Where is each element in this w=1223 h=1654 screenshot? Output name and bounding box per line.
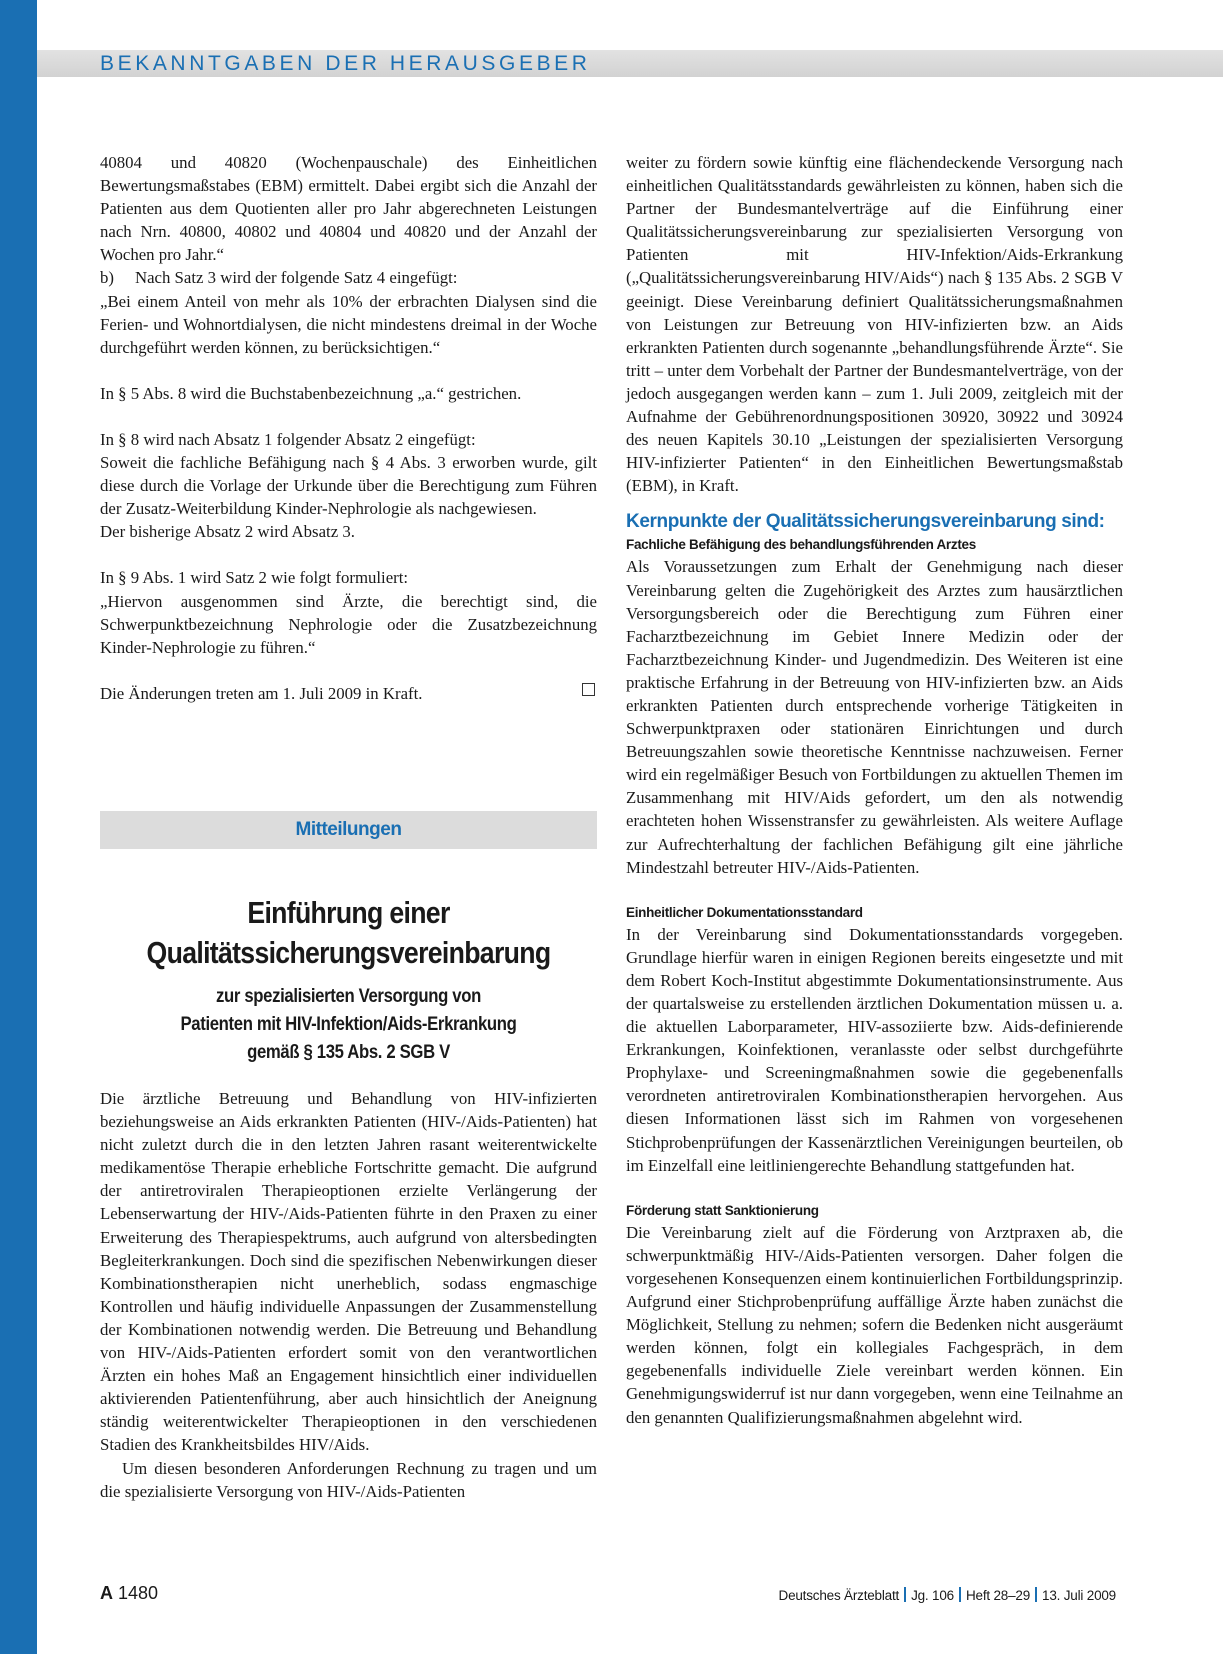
paragraph: In der Vereinbarung sind Dokumentationsstandards vorgegeben. Grundlage hierfür waren in einigen Regionen bereits eingesetzte und mit dem Robert Koch-Institut abgestimmte Dokumentationsinstrumente. Aus der quartalsweise zu erstellenden ärztlichen Dokumentation müssen u. a. die aktuellen Laborparameter, HIV-assoziierte bzw. Aids-definierende Erkrankungen, Koinfektionen, veranlasste oder selbst durchgeführte Prophylaxe- und Screeningmaßnahmen sowie die gegebenenfalls verordneten antiretroviralen Kombinationstherapien hervorgehen. Aus diesen Informationen lässt sich im Rahmen von vorgesehenen Stichprobenprüfungen der Kassenärztlichen Vereinigungen beurteilen, ob im Einzelfall eine leitliniengerechte Behandlung stattgefunden hat. [626, 924, 1123, 1175]
article-body [100, 1087, 597, 1503]
section-header: BEKANNTGABEN DER HERAUSGEBER [100, 52, 591, 75]
page-prefix: A [100, 1583, 113, 1603]
end-of-article-box-icon [582, 683, 595, 696]
closing-text: Die Änderungen treten am 1. Juli 2009 in Kraft. [100, 683, 423, 703]
subsection-heading: Förderung statt Sanktionierung [626, 1202, 819, 1218]
page-number-value: 1480 [118, 1583, 159, 1603]
journal-info [779, 1587, 1116, 1603]
article-title-line: Einführung einer [247, 895, 450, 930]
article-subtitle [130, 983, 567, 1067]
paragraph: weiter zu fördern sowie künftig eine flächendeckende Versorgung nach einheitlichen Qualitätsstandards gewährleisten zu können, haben sich die Partner der Bundesmantelverträge auf die Einführung einer Qualitätssicherungsvereinbarung zur spezialisierten Versorgung von Patienten mit HIV-Infektion/Aids-Erkrankung („Qualitätssicherungsvereinbarung HIV/Aids“) nach § 135 Abs. 2 SGB V geeinigt. Diese Vereinbarung definiert Qualitätssicherungsmaßnahmen von Leistungen zur Betreuung von HIV-infizierten bzw. an Aids erkrankten Patienten durch sogenannte „behandlungsführende Ärzte“. Sie tritt – unter dem Vorbehalt der Partner der Bundesmantelverträge, von der jedoch ausgegangen werden kann – zum 1. Juli 2009, zeitgleich mit der Aufnahme der Gebührenordnungspositionen 30920, 30922 und 30924 des neuen Kapitels 30.10 „Leistungen der spezialisierten Versorgung HIV-infizierter Patienten“ in den Einheitlichen Bewertungsmaßstab (EBM), in Kraft. [626, 153, 1123, 496]
article-subtitle-line: Patienten mit HIV-Infektion/Aids-Erkrankung [180, 1014, 517, 1035]
sidebar-stripe [0, 0, 37, 1654]
paragraph: 40804 und 40820 (Wochenpauschale) des Einheitlichen Bewertungsmaßstabes (EBM) ermittelt. Dabei ergibt sich die Anzahl der Patienten aus dem Quotienten aller pro Jahr abgerechneten Leistungen nach Nrn. 40800, 40802 und 40804 und 40820 und der Anzahl der Wochen pro Jahr.“ [100, 153, 597, 265]
right-column [626, 151, 1123, 1429]
page-number [100, 1583, 158, 1604]
paragraph: Der bisherige Absatz 2 wird Absatz 3. [100, 522, 355, 542]
paragraph: „Hiervon ausgenommen sind Ärzte, die berechtigt sind, die Schwerpunktbezeichnung Nephrologie oder die Zusatzbezeichnung Kinder-Nephrologie zu führen.“ [100, 591, 597, 657]
left-column-top [100, 151, 597, 705]
paragraph: In § 8 wird nach Absatz 1 folgender Absatz 2 eingefügt: [100, 429, 476, 449]
paragraph: b) Nach Satz 3 wird der folgende Satz 4 eingefügt: [100, 268, 458, 288]
journal-issue: Heft 28–29 [965, 1588, 1031, 1603]
article-subtitle-line: zur spezialisierten Versorgung von [216, 986, 481, 1007]
article-title [135, 893, 562, 973]
journal-name: Deutsches Ärzteblatt [778, 1588, 900, 1603]
journal-volume: Jg. 106 [911, 1588, 954, 1603]
separator [1035, 1587, 1037, 1602]
mitteilungen-band: Mitteilungen [100, 811, 597, 849]
paragraph: In § 9 Abs. 1 wird Satz 2 wie folgt formuliert: [100, 568, 409, 588]
paragraph: Als Voraussetzungen zum Erhalt der Genehmigung nach dieser Vereinbarung gelten die Zugehörigkeit des Arztes zum hausärztlichen Versorgungsbereich oder die Berechtigung zum Führen einer Facharztbezeichnung im Gebiet Innere Medizin oder der Facharztbezeichnung Kinder- und Jugendmedizin. Des Weiteren ist eine praktische Erfahrung in der Betreuung von HIV-infizierten bzw. an Aids erkrankten Patienten durch entsprechende vorherige Tätigkeiten in Schwerpunktpraxen oder stationären Einrichtungen und durch Betreuungszahlen sowie theoretische Kenntnisse nachzuweisen. Ferner wird ein regelmäßiger Besuch von Fortbildungen zu aktuellen Themen im Zusammenhang mit HIV/Aids gefordert, um den als notwendig erachteten hohen Wissenstransfer zu gewährleisten. Als weitere Auflage zur Aufrechterhaltung der fachlichen Befähigung gilt eine jährliche Mindestzahl betreuter HIV-/Aids-Patienten. [626, 557, 1123, 877]
section-heading: Kernpunkte der Qualitätssicherungsvereinbarung sind: [626, 511, 1105, 533]
closing-line [100, 682, 597, 705]
paragraph: Um diesen besonderen Anforderungen Rechnung zu tragen und um die spezialisierte Versorgung von HIV-/Aids-Patienten [100, 1458, 597, 1501]
paragraph: Die Vereinbarung zielt auf die Förderung von Arztpraxen ab, die schwerpunktmäßig HIV-/Aids-Patienten versorgen. Daher folgen die vorgesehenen Konsequenzen einem kontinuierlichen Fortbildungsprinzip. Aufgrund einer Stichprobenprüfung auffällige Ärzte haben zunächst die Möglichkeit, Stellung zu nehmen; sofern die Bedenken nicht ausgeräumt werden können, folgt ein kollegiales Fachgespräch, in dem gegebenenfalls individuelle Ziele vereinbart werden können. Ein Genehmigungswiderruf ist nur dann vorgegeben, wenn eine Teilnahme an den genannten Qualifizierungsmaßnahmen abgelehnt wird. [626, 1222, 1123, 1427]
paragraph: Soweit die fachliche Befähigung nach § 4 Abs. 3 erworben wurde, gilt diese durch die Vorlage der Urkunde über die Berechtigung zum Führen der Zusatz-Weiterbildung Kinder-Nephrologie als nachgewiesen. [100, 453, 597, 519]
paragraph: Die ärztliche Betreuung und Behandlung von HIV-infizierten beziehungsweise an Aids erkrankten Patienten (HIV-/Aids-Patienten) hat nicht zuletzt durch die in den letzten Jahren rasant weiterentwickelte medikamentöse Therapie erhebliche Fortschritte gemacht. Die aufgrund der antiretroviralen Therapieoptionen erzielte Verlängerung der Lebenserwartung der HIV-/Aids-Patienten führte in den Praxen zu einer Erweiterung des Therapiespektrums, auch aufgrund von altersbedingten Begleiterkrankungen. Doch sind die spezifischen Nebenwirkungen dieser Kombinationstherapien nicht unerheblich, sodass engmaschige Kontrollen und häufig individuelle Anpassungen der Zusammenstellung der Kombinationen notwendig werden. Die Betreuung und Behandlung von HIV-/Aids-Patienten erfordert somit von den verantwortlichen Ärzten ein hohes Maß an Engagement hinsichtlich einer individuellen aktivierenden Patientenführung, aber auch hinsichtlich der Aneignung ständig weiterentwickelter Therapieoptionen in den verschiedenen Stadien des Krankheitsbildes HIV/Aids. [100, 1089, 597, 1455]
subsection-heading: Fachliche Befähigung des behandlungsführenden Arztes [626, 537, 976, 553]
subsection-heading: Einheitlicher Dokumentationsstandard [626, 904, 863, 920]
paragraph: In § 5 Abs. 8 wird die Buchstabenbezeichnung „a.“ gestrichen. [100, 383, 522, 403]
article-title-line: Qualitätssicherungsvereinbarung [146, 935, 551, 970]
article-subtitle-line: gemäß § 135 Abs. 2 SGB V [247, 1042, 450, 1063]
separator [904, 1587, 906, 1602]
separator [959, 1587, 961, 1602]
paragraph: „Bei einem Anteil von mehr als 10% der erbrachten Dialysen sind die Ferien- und Wohnortdialysen, die nicht mindestens dreimal in der Woche durchgeführt werden können, zu berücksichtigen.“ [100, 291, 597, 357]
journal-date: 13. Juli 2009 [1042, 1588, 1116, 1603]
